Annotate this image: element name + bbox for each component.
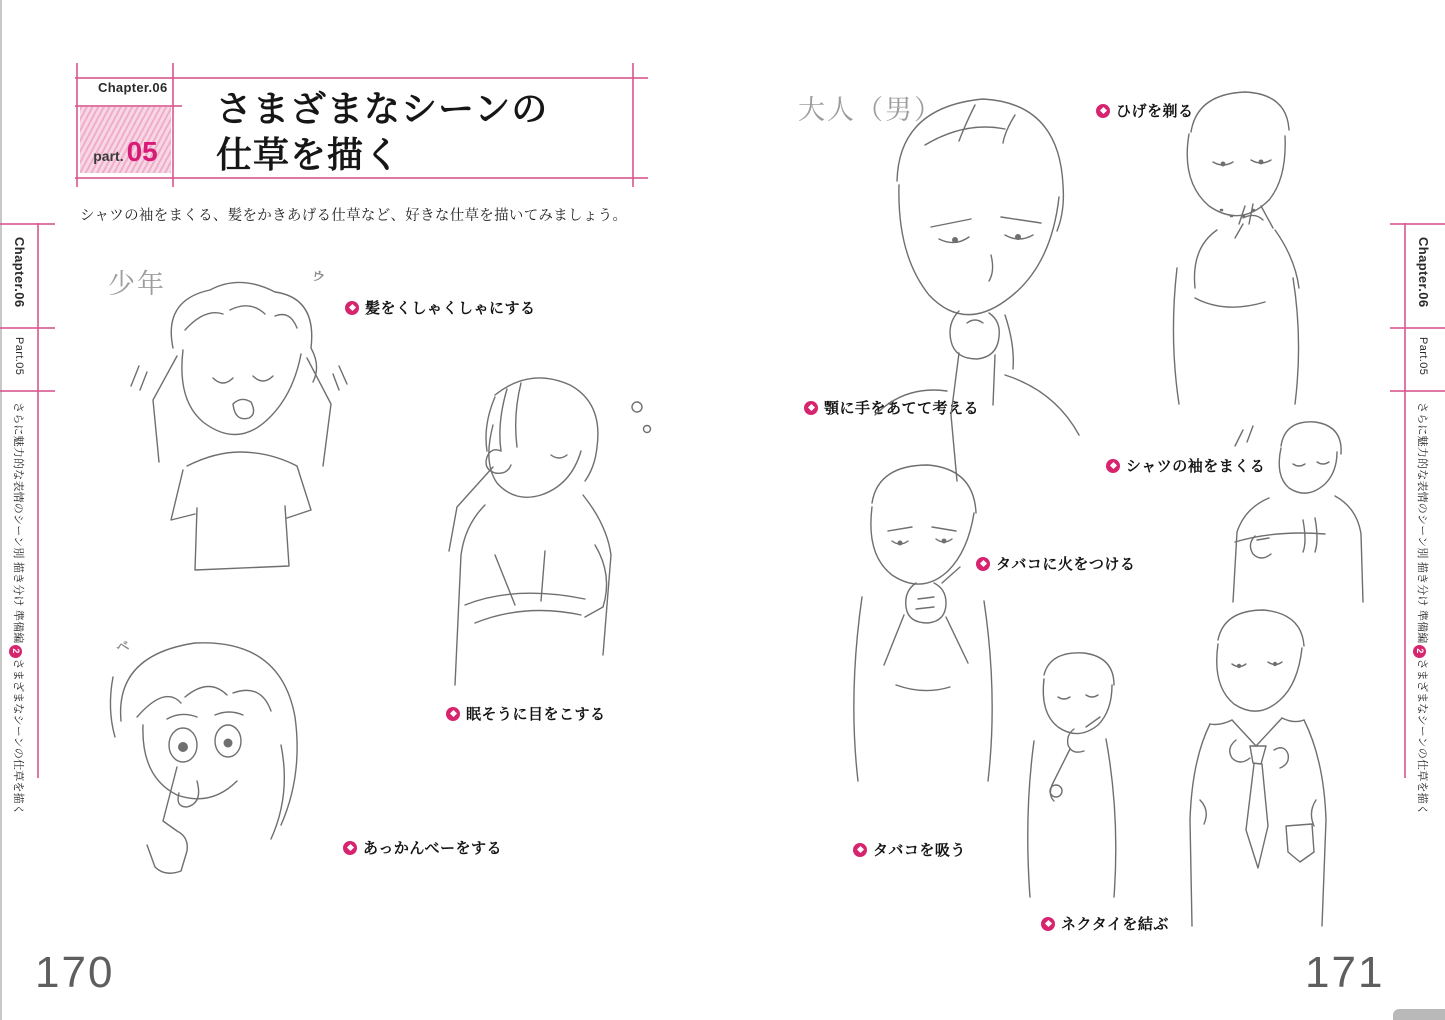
right-sidebar-tick-2	[1390, 327, 1445, 329]
left-sidebar-tagline	[10, 402, 28, 815]
pen-nib-bullet-icon	[853, 843, 867, 857]
sfx-mark-boy: ウ	[309, 267, 327, 286]
left-tagline-number-badge: 2	[10, 645, 23, 658]
right-page-number: 171	[1305, 948, 1385, 997]
part-prefix: part.	[93, 148, 124, 164]
pen-nib-bullet-icon	[1106, 459, 1120, 473]
caption-tie-necktie: ネクタイを結ぶ	[1041, 913, 1169, 934]
left-tagline-text-2: さまざまなシーンの仕草を描く	[12, 658, 24, 816]
pen-nib-bullet-icon	[804, 401, 818, 415]
left-sidebar-chapter: Chapter.06	[12, 237, 27, 308]
part-number: 05	[126, 135, 158, 167]
left-sidebar-tick-1	[0, 223, 55, 225]
illustration-man-rolling-sleeve	[1185, 412, 1370, 627]
right-sidebar-part: Part.05	[1417, 337, 1429, 376]
caption-roll-up-sleeves: シャツの袖をまくる	[1106, 455, 1265, 476]
page-title-line2: 仕草を描く	[216, 134, 402, 175]
caption-shave-beard: ひげを剃る	[1096, 100, 1194, 121]
illustration-man-tying-necktie	[1140, 600, 1370, 930]
right-sidebar-tick-3	[1390, 390, 1445, 392]
left-sidebar-tick-3	[0, 390, 55, 392]
pen-nib-bullet-icon	[1041, 917, 1055, 931]
scan-corner-artifact	[1393, 1009, 1445, 1020]
chapter-label: Chapter.06	[98, 80, 168, 95]
part-badge	[80, 107, 171, 173]
caption-hand-on-chin: 顎に手をあてて考える	[804, 397, 979, 418]
pen-nib-bullet-icon	[1096, 104, 1110, 118]
page-title-line1: さまざまなシーンの	[216, 88, 549, 129]
illustration-man-thinking-chin	[855, 85, 1095, 485]
caption-ruffle-hair: 髪をくしゃくしゃにする	[345, 297, 536, 318]
header-top-line	[75, 77, 648, 79]
page-title	[216, 86, 548, 178]
caption-akanbe: あっかんべーをする	[343, 837, 502, 858]
pen-nib-bullet-icon	[343, 841, 357, 855]
right-sidebar-tagline	[1414, 402, 1432, 815]
illustration-man-smoking	[990, 645, 1160, 905]
page-scan-edge	[0, 0, 2, 1020]
header-right-rule	[632, 63, 634, 187]
right-sidebar-rule	[1404, 223, 1406, 778]
section-label-adult-male: 大人（男）	[798, 95, 943, 125]
header-left-rule	[76, 63, 78, 187]
right-sidebar-chapter: Chapter.06	[1416, 237, 1431, 308]
left-page-number: 170	[35, 948, 115, 997]
illustration-girl-akanbe	[85, 625, 335, 925]
illustration-boy-ruffling-hair	[125, 270, 355, 600]
caption-light-cigarette: タバコに火をつける	[976, 553, 1135, 574]
illustration-man-shaving	[1125, 78, 1345, 408]
left-sidebar-part: Part.05	[13, 337, 25, 376]
header-mid-rule	[172, 63, 174, 187]
left-sidebar-rule	[37, 223, 39, 778]
right-tagline-number-badge: 2	[1414, 645, 1427, 658]
caption-smoke-cigarette: タバコを吸う	[853, 839, 966, 860]
caption-rub-sleepy-eyes: 眠そうに目をこする	[446, 703, 606, 724]
page-subtitle: シャツの袖をまくる、髪をかきあげる仕草など、好きな仕草を描いてみましょう。	[80, 208, 628, 224]
sfx-mark-girl: ベ	[114, 637, 131, 656]
left-sidebar-tick-2	[0, 327, 55, 329]
right-sidebar-tick-1	[1390, 223, 1445, 225]
right-tagline-text-2: さまざまなシーンの仕草を描く	[1416, 658, 1428, 816]
illustration-boy-rubbing-eye	[345, 355, 665, 705]
section-label-boy: 少年	[108, 269, 166, 299]
right-tagline-text-1: さらに魅力的な表情のシーン別 描き分け 準備編	[1416, 402, 1428, 644]
left-tagline-text-1: さらに魅力的な表情のシーン別 描き分け 準備編	[12, 402, 24, 644]
pen-nib-bullet-icon	[446, 707, 460, 721]
